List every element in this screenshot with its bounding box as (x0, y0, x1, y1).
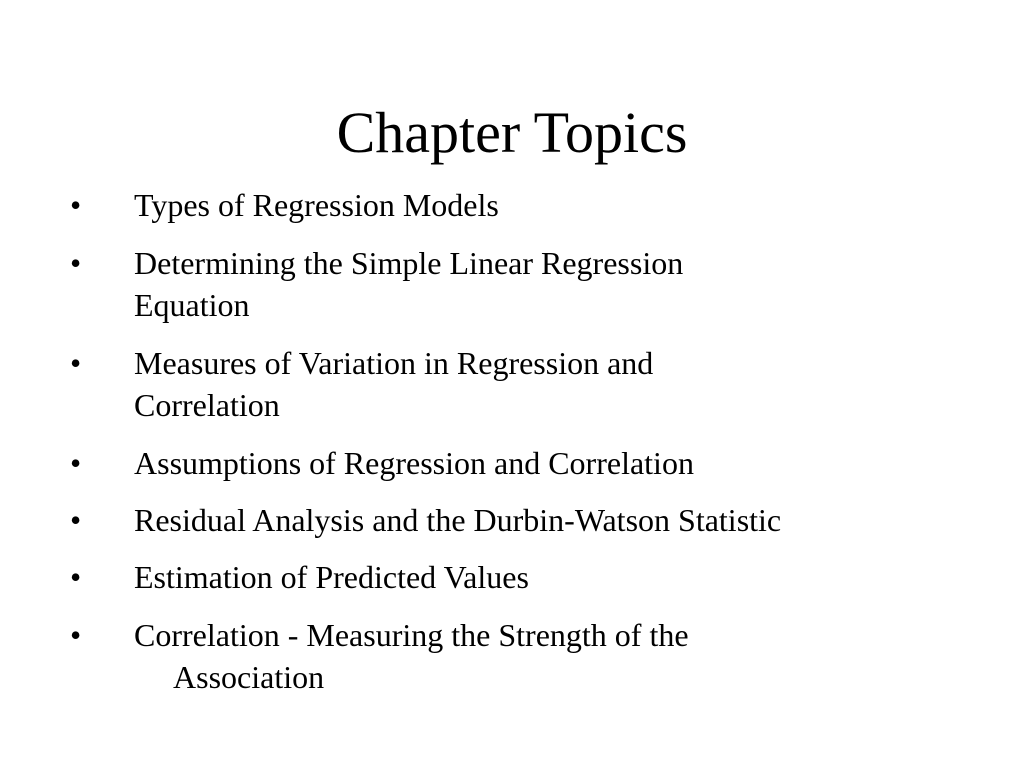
bullet-icon: • (70, 445, 82, 481)
bullet-text: Determining the Simple Linear Regression (134, 245, 684, 281)
bullet-text-continued: Correlation (134, 387, 280, 423)
bullet-text: Types of Regression Models (134, 187, 499, 223)
bullet-text: Assumptions of Regression and Correlation (134, 445, 694, 481)
bullet-text: Correlation - Measuring the Strength of the (134, 617, 689, 653)
bullet-text-continued: Equation (134, 287, 250, 323)
bullet-text: Estimation of Predicted Values (134, 559, 529, 595)
bullet-text: Measures of Variation in Regression and (134, 345, 654, 381)
bullet-text-continued: Association (173, 659, 325, 695)
bullet-icon: • (70, 187, 82, 223)
bullet-icon: • (70, 345, 82, 381)
bullet-icon: • (70, 617, 82, 653)
slide-title: Chapter Topics (336, 100, 688, 165)
bullet-text: Residual Analysis and the Durbin-Watson Statistic (134, 502, 782, 538)
bullet-icon: • (70, 559, 82, 595)
bullet-icon: • (70, 502, 82, 538)
bullet-icon: • (70, 245, 82, 281)
